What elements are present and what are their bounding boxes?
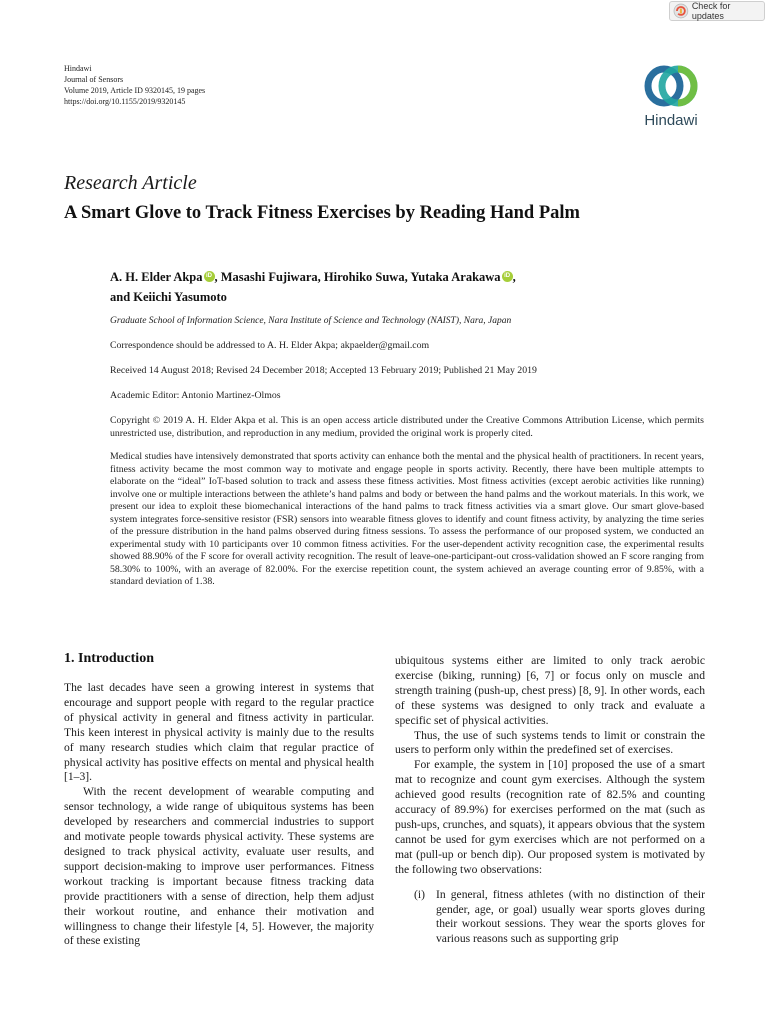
article-type: Research Article [64, 172, 197, 194]
update-icon [673, 3, 689, 19]
paragraph: The last decades have seen a growing interest in systems that encourage and support people with regard to the regular practice of physical activity in general and fitness activity in particular. This keen interest in physical activity is mainly due to the results of many research studies which claim that regular practice of physical activity has positive effects on mental and physical health [1–3]. [64, 681, 374, 784]
academic-editor: Academic Editor: Antonio Martinez-Olmos [110, 390, 281, 401]
orcid-icon[interactable] [502, 271, 513, 282]
paragraph: Thus, the use of such systems tends to limit or constrain the users to perform only within the predefined set of exercises. [395, 728, 705, 757]
list-label: (i) [414, 887, 425, 901]
abstract: Medical studies have intensively demonstrated that sports activity can enhance both the mental and the physical health of practitioners. In recent years, fitness activity became the most common way to motivate and engage people in sports activity. Recently, there have been multiple attempts to elaborate on the “ideal” IoT-based solution to track and assess these fitness activities. Most fitness activities (except aerobic activities like running) involve one or multiple interactions between the athlete’s hand palms and body or between the hand palms and the workout materials. In this work, we present our idea to exploit these biomechanical interactions of the hand palms to track fitness activities via a smart glove. Our smart glove-based system integrates force-sensitive resistor (FSR) sensors into wearable fitness gloves to identify and count fitness activity, by analyzing the time series of the pressure distribution in the hand palms observed during fitness sessions. To assess the performance of our proposed system, we conducted an experimental study with 10 participants over 10 common fitness activities. For the user-dependent activity recognition case, the experimental results showed 88.90% of the F score for overall activity recognition. The result of leave-one-participant-out cross-validation showed an F score ranging from 58.30% to 100%, with an average of 82.00%. For the exercise repetition count, the system achieved an average counting error of 9.85%, with a standard deviation of 1.38. [110, 451, 704, 587]
paragraph: ubiquitous systems either are limited to only track aerobic exercise (biking, running) [6, 7] or focus only on muscle and strength training (push-up, chest press) [8, 9]. In other words, each of these systems was designed to only track and evaluate a specific set of physical activities. [395, 654, 705, 727]
check-for-updates-label: Check for updates [691, 1, 731, 21]
copyright-notice: Copyright © 2019 A. H. Elder Akpa et al. This is an open access article distributed under the Creative Commons Attribution License, which permits unrestricted use, distribution, and reproduction in any medium, provided the original work is properly cited. [110, 415, 704, 439]
author-separator: , [512, 270, 516, 284]
hindawi-logo [632, 62, 710, 132]
paragraph: For example, the system in [10] proposed the use of a smart mat to recognize and count gym exercises. Although the system achieved good results (recognition rate of 82.5% and counting accuracy of 89.9%) for exercises performed on the mat (such as push-ups, crunches, and squats), it appears obvious that the system cannot be used for gym exercises which are not performed on a mat (pull-up or bench dip). Our proposed system is motivated by the following two observations: [395, 758, 705, 876]
correspondence: Correspondence should be addressed to A. H. Elder Akpa; akpaelder@gmail.com [110, 340, 430, 351]
left-column [64, 681, 374, 949]
hindawi-logo-text: Hindawi [644, 112, 698, 129]
author-names: , Masashi Fujiwara, Hirohiko Suwa, Yutaka Arakawa [214, 270, 501, 284]
publisher-name: Hindawi [64, 64, 92, 73]
author-list [110, 267, 670, 307]
right-column [395, 654, 705, 947]
journal-name: Journal of Sensors [64, 75, 124, 84]
hindawi-rings-icon [632, 62, 710, 112]
check-for-updates-button[interactable] [669, 1, 765, 21]
author-names-line2: and Keiichi Yasumoto [110, 290, 227, 304]
affiliation: Graduate School of Information Science, Nara Institute of Science and Technology (NAIST), Nara, Japan [110, 316, 512, 326]
doi-link[interactable]: https://doi.org/10.1155/2019/9320145 [64, 97, 186, 106]
article-dates: Received 14 August 2018; Revised 24 December 2018; Accepted 13 February 2019; Published 21 May 2019 [110, 365, 537, 376]
section-heading: 1. Introduction [64, 651, 154, 666]
author-akpa[interactable]: A. H. Elder Akpa [110, 270, 203, 284]
list-text: In general, fitness athletes (with no distinction of their gender, age, or goal) usually wear sports gloves during their workout sessions. They wear the sports gloves for various reasons such as supporting grip [436, 887, 705, 946]
journal-meta [64, 63, 205, 107]
orcid-icon[interactable] [204, 271, 215, 282]
article-title: A Smart Glove to Track Fitness Exercises by Reading Hand Palm [64, 203, 580, 223]
volume-info: Volume 2019, Article ID 9320145, 19 pages [64, 86, 206, 95]
list-item [395, 888, 705, 948]
paragraph: With the recent development of wearable computing and sensor technology, a wide range of ubiquitous systems has been developed by researchers and commercial industries to support and motivate people towards physical activity. These systems are designed to track physical activity, evaluate user results, and support decision-making to improve user performances. Fitness workout tracking is important because fitness tracking data provide practitioners with a sense of direction, help them adjust their workout routine, and enhance their motivation and willingness to change their lifestyle [4, 5]. However, the majority of these existing [64, 785, 374, 948]
